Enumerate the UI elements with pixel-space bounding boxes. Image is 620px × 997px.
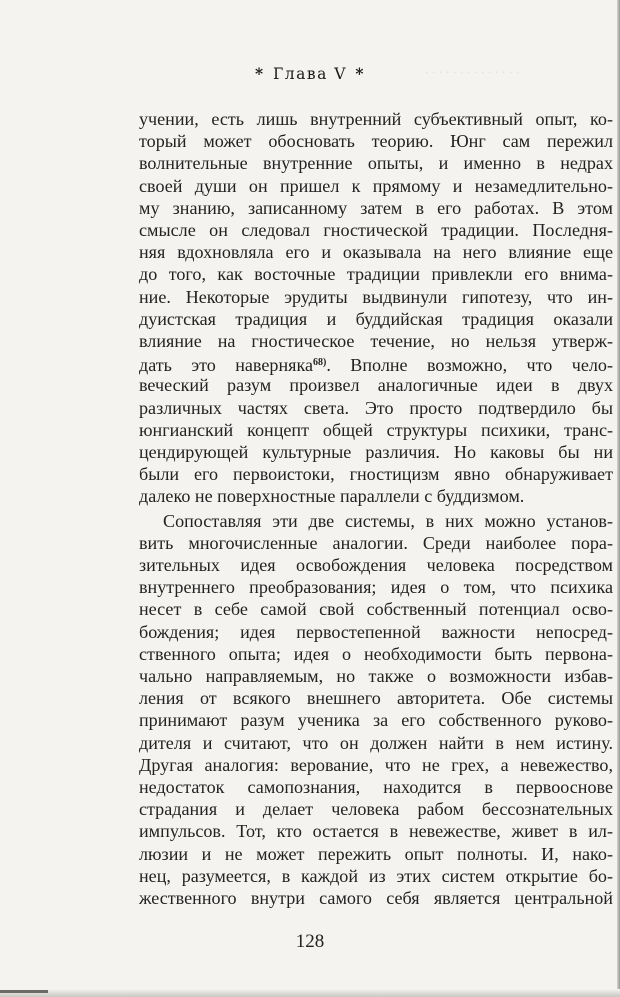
text-line: бождения; идея первостепенной важности непосред- [139,621,613,642]
text-line: дуистская традиция и буддийская традиция оказали [139,308,613,329]
text-line: ственного опыта; идея о необходимости быть первона- [139,643,613,664]
text-line: до того, как восточные традиции привлекли его внима- [139,264,613,285]
text-line: нец, разумеется, в каждой из этих систем открытие бо- [139,865,613,886]
text-line: своей души он пришел к прямому и незамедлительно- [139,175,613,196]
text-segment: . Вполне возможно, что чело- [326,355,613,376]
text-line: смысле он следовал гностической традиции. Последня- [139,220,613,240]
text-line: зительных идея освобождения человека посредством [139,555,613,575]
text-segment: дать это наверняка [139,355,313,376]
chapter-title: Глава V [273,65,347,83]
text-line: люзии и не может пережить опыт полноты. И, нако- [139,843,613,864]
page-bottom-edge [0,989,620,997]
footnote-ref: 68) [313,357,327,369]
text-line: ления от всякого внешнего авторитета. Обе системы [139,688,613,709]
text-line: Другая аналогия: верование, что не грех, а невежество, [139,754,613,775]
scan-edge-mark [0,990,48,993]
text-line: чально направляемым, но также о возможности избав- [139,666,613,686]
bleed-through-text: · · · · · · · · · · · · · · [425,66,520,78]
text-line: были его первоистоки, гностицизм явно обнаруживает [139,464,613,485]
text-line: жественного внутри самого себя является центральной [139,888,613,908]
text-line: принимают разум ученика за его собственного руково- [139,710,613,731]
page-number: 128 [295,931,325,953]
text-line: недостаток самопознания, находится в первооснове [139,777,613,797]
text-line: влияние на гностическое течение, но нельзя утверж- [139,331,613,351]
text-line: импульсов. Тот, кто остается в невежестве, живет в ил- [139,821,613,842]
text-line: страдания и делает человека рабом бессознательных [139,799,613,820]
text-line: далеко не поверхностные параллели с буддизмом. [139,486,525,507]
text-line: няя вдохновляла его и оказывала на него влияние еще [139,242,613,263]
text-line: цендирующей культурные различия. Но каковы бы ни [139,442,613,462]
header-ornament-right: * [355,64,366,83]
text-line: внутреннего преобразования; идея о том, что психика [139,577,613,598]
text-line: различных частях света. Это просто подтвердило бы [139,397,613,418]
text-line: дителя и считают, что он должен найти в нем истину. [139,732,613,753]
text-line: му знанию, записанному затем в его работах. В этом [139,197,613,218]
running-header [0,64,620,83]
text-line: волнительные внутренние опыты, и именно в недрах [139,153,613,174]
text-line-with-footnote [139,352,613,376]
text-line: юнгианский концепт общей структуры психики, транс- [139,419,613,440]
text-line: торый может обосновать теорию. Юнг сам пережил [139,131,613,152]
text-line: веческий разум произвел аналогичные идеи в двух [139,375,613,396]
text-line: учении, есть лишь внутренний субъективный опыт, ко- [139,109,613,129]
text-line: ние. Некоторые эрудиты выдвинули гипотезу, что ин- [139,286,613,307]
header-ornament-left: * [254,64,265,83]
text-line: Сопоставляя эти две системы, в них можно установ- [163,510,613,531]
text-line: несет в себе самой свой собственный потенциал осво- [139,599,613,620]
text-line: вить многочисленные аналогии. Среди наиболее пора- [139,532,613,553]
